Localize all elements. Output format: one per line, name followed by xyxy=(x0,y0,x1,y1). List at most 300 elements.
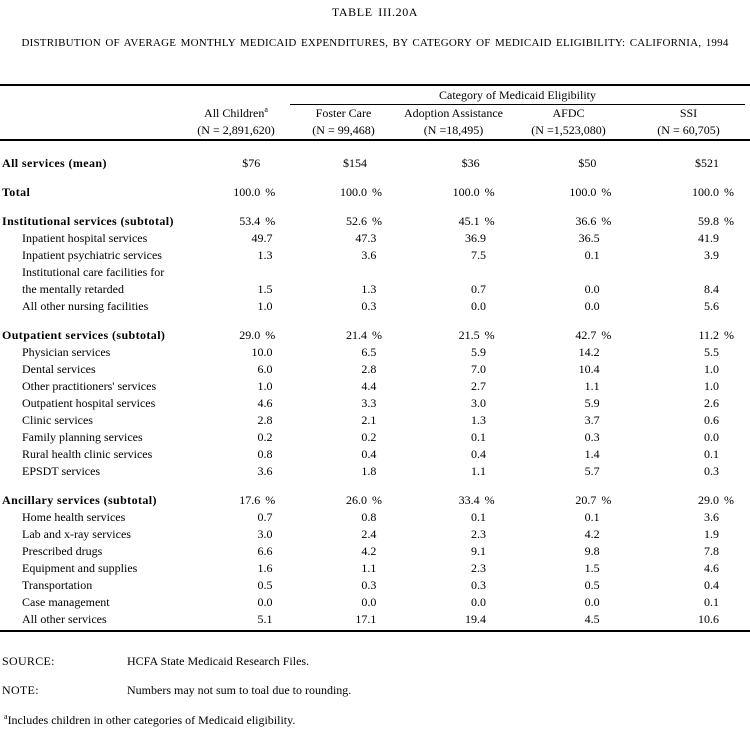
value-cell xyxy=(631,412,750,429)
value-cell xyxy=(631,264,750,281)
value-cell xyxy=(303,264,407,281)
cell-percent-sign xyxy=(719,543,750,560)
value-cell xyxy=(407,560,517,577)
value-cell xyxy=(627,213,750,230)
cell-percent-sign: % xyxy=(371,214,382,228)
cell-percent-sign xyxy=(272,298,303,315)
cell-percent-sign xyxy=(600,594,631,611)
value-cell xyxy=(407,281,517,298)
cell-percent-sign xyxy=(486,264,517,281)
cell-number: 7.5 xyxy=(471,248,487,262)
value-cell xyxy=(517,446,631,463)
cell-percent-sign xyxy=(719,509,750,526)
value-cell xyxy=(398,492,511,509)
cell-number: 19.4 xyxy=(465,612,487,626)
cell-number: 2.3 xyxy=(471,561,487,575)
value-cell xyxy=(199,378,304,395)
cell-number: 3.3 xyxy=(361,396,377,410)
column-header-row xyxy=(0,105,750,122)
value-cell xyxy=(303,281,407,298)
cell-percent-sign xyxy=(719,247,750,264)
value-cell xyxy=(511,213,628,230)
cell-percent-sign: % xyxy=(371,185,382,199)
data-table xyxy=(0,84,750,632)
row-label: Outpatient services (subtotal) xyxy=(2,328,166,342)
cell-percent-sign xyxy=(376,395,407,412)
value-cell xyxy=(517,543,631,560)
cell-number: 8.4 xyxy=(703,282,719,296)
cell-percent-sign: % xyxy=(484,493,495,507)
value-cell xyxy=(303,463,407,480)
cell-percent-sign xyxy=(600,543,631,560)
value-cell xyxy=(303,560,407,577)
value-cell xyxy=(407,247,517,264)
table-row xyxy=(0,395,750,412)
value-cell xyxy=(199,281,304,298)
column-n-row xyxy=(0,122,750,139)
cell-percent-sign xyxy=(486,247,517,264)
cell-number xyxy=(517,264,600,281)
cell-number: 36.9 xyxy=(465,231,487,245)
cell-number: 3.6 xyxy=(257,464,273,478)
value-cell xyxy=(631,594,750,611)
cell-number: 100.0 xyxy=(339,185,367,199)
cell-number: 1.1 xyxy=(361,561,377,575)
cell-number: 0.0 xyxy=(471,299,487,313)
value-cell xyxy=(199,298,304,315)
source-text: HCFA State Medicaid Research Files. xyxy=(127,654,310,668)
cell-percent-sign: % xyxy=(601,493,612,507)
value-cell xyxy=(199,509,304,526)
cell-percent-sign xyxy=(376,611,407,628)
row-label: EPSDT services xyxy=(22,464,101,478)
cell-percent-sign xyxy=(486,594,517,611)
cell-number: 2.3 xyxy=(471,527,487,541)
cell-percent-sign xyxy=(376,509,407,526)
row-label: Inpatient hospital services xyxy=(22,231,148,245)
note-text: Numbers may not sum to toal due to rounding. xyxy=(127,683,352,697)
cell-percent-sign xyxy=(376,230,407,247)
cell-percent-sign xyxy=(719,395,750,412)
cell-percent-sign xyxy=(600,463,631,480)
cell-number: 59.8 xyxy=(698,214,720,228)
cell-number: 4.2 xyxy=(361,544,377,558)
column-n-ssi: (N = 60,705) xyxy=(657,123,720,137)
cell-number: 4.5 xyxy=(584,612,600,626)
row-label: Family planning services xyxy=(22,430,143,444)
cell-number: 42.7 xyxy=(575,328,597,342)
value-cell xyxy=(517,378,631,395)
table-row xyxy=(0,247,750,264)
value-cell xyxy=(627,184,750,201)
table-header xyxy=(0,86,750,141)
column-n-adoption-assistance: (N =18,495) xyxy=(423,123,484,137)
value-cell xyxy=(303,446,407,463)
column-header-label: All Children xyxy=(204,106,265,120)
value-cell xyxy=(199,526,304,543)
cell-number: 6.5 xyxy=(361,345,377,359)
cell-percent-sign xyxy=(260,155,291,172)
column-header-all-children xyxy=(182,105,290,122)
cell-percent-sign xyxy=(486,611,517,628)
value-cell xyxy=(398,155,511,172)
cell-number: 0.3 xyxy=(471,578,487,592)
footnote-marker: a xyxy=(264,105,268,114)
cell-number: 3.6 xyxy=(361,248,377,262)
row-label: Outpatient hospital services xyxy=(22,396,156,410)
cell-percent-sign xyxy=(600,361,631,378)
value-cell xyxy=(398,213,511,230)
cell-percent-sign xyxy=(272,395,303,412)
value-cell xyxy=(291,213,398,230)
cell-percent-sign xyxy=(600,395,631,412)
cell-percent-sign xyxy=(272,281,303,298)
cell-number: 1.0 xyxy=(703,362,719,376)
value-cell xyxy=(199,412,304,429)
value-cell xyxy=(631,463,750,480)
value-cell xyxy=(407,577,517,594)
row-label: Institutional services (subtotal) xyxy=(2,214,174,228)
cell-number: 52.6 xyxy=(345,214,367,228)
cell-number: 0.1 xyxy=(584,248,600,262)
cell-percent-sign xyxy=(376,446,407,463)
value-cell xyxy=(291,155,398,172)
value-cell xyxy=(407,298,517,315)
value-cell xyxy=(303,543,407,560)
cell-percent-sign xyxy=(376,526,407,543)
value-cell xyxy=(199,395,304,412)
value-cell xyxy=(199,230,304,247)
value-cell xyxy=(631,344,750,361)
cell-number: 0.1 xyxy=(584,510,600,524)
value-cell xyxy=(303,230,407,247)
table-row xyxy=(0,594,750,611)
note-label: NOTE: xyxy=(2,683,39,697)
cell-percent-sign xyxy=(272,594,303,611)
value-cell xyxy=(631,395,750,412)
cell-number: 5.5 xyxy=(703,345,719,359)
cell-percent-sign xyxy=(600,298,631,315)
cell-number: 0.0 xyxy=(584,282,600,296)
cell-number: 0.0 xyxy=(703,430,719,444)
table-row xyxy=(0,378,750,395)
value-cell xyxy=(398,327,511,344)
cell-number: 41.9 xyxy=(697,231,719,245)
value-cell xyxy=(407,463,517,480)
cell-number: 20.7 xyxy=(575,493,597,507)
cell-percent-sign xyxy=(272,560,303,577)
value-cell xyxy=(407,543,517,560)
cell-percent-sign xyxy=(376,247,407,264)
cell-number xyxy=(303,264,376,281)
cell-number: 1.3 xyxy=(471,413,487,427)
row-label: Inpatient psychiatric services xyxy=(22,248,162,262)
value-cell xyxy=(199,247,304,264)
cell-percent-sign xyxy=(600,526,631,543)
cell-percent-sign xyxy=(719,594,750,611)
cell-percent-sign xyxy=(600,378,631,395)
value-cell xyxy=(517,264,631,281)
cell-number: 0.3 xyxy=(703,464,719,478)
cell-percent-sign xyxy=(272,264,303,281)
column-header-afdc: AFDC xyxy=(552,106,585,120)
cell-number: 3.0 xyxy=(257,527,273,541)
cell-percent-sign xyxy=(376,378,407,395)
cell-percent-sign xyxy=(600,281,631,298)
source-label: SOURCE: xyxy=(2,654,55,668)
cell-percent-sign xyxy=(600,446,631,463)
value-cell xyxy=(303,611,407,628)
cell-number: 5.1 xyxy=(257,612,273,626)
value-cell xyxy=(199,429,304,446)
cell-number: 29.0 xyxy=(698,493,720,507)
value-cell xyxy=(407,230,517,247)
cell-number: 10.6 xyxy=(697,612,719,626)
row-label: Total xyxy=(2,185,31,199)
cell-percent-sign xyxy=(719,361,750,378)
value-cell xyxy=(303,509,407,526)
cell-percent-sign xyxy=(486,344,517,361)
cell-percent-sign xyxy=(486,526,517,543)
value-cell xyxy=(631,577,750,594)
cell-number: $50 xyxy=(578,156,597,170)
span-header-row xyxy=(0,86,750,105)
value-cell xyxy=(517,594,631,611)
value-cell xyxy=(184,327,292,344)
value-cell xyxy=(184,155,292,172)
table-row xyxy=(0,526,750,543)
table-row xyxy=(0,281,750,298)
value-cell xyxy=(517,298,631,315)
value-cell xyxy=(199,344,304,361)
row-label: All other services xyxy=(22,612,107,626)
value-cell xyxy=(517,577,631,594)
page-subtitle: DISTRIBUTION OF AVERAGE MONTHLY MEDICAID EXPENDITURES, BY CATEGORY OF MEDICAID ELIGIBILITY: CALIFORNIA, 1994 xyxy=(21,37,729,49)
cell-percent-sign xyxy=(719,429,750,446)
cell-percent-sign: % xyxy=(724,328,735,342)
cell-number xyxy=(407,264,486,281)
cell-number: 1.5 xyxy=(584,561,600,575)
value-cell xyxy=(199,577,304,594)
cell-percent-sign xyxy=(719,560,750,577)
value-cell xyxy=(517,281,631,298)
cell-number: $36 xyxy=(461,156,480,170)
cell-number: 1.1 xyxy=(584,379,600,393)
value-cell xyxy=(627,155,750,172)
cell-percent-sign xyxy=(600,412,631,429)
cell-number: $154 xyxy=(342,156,367,170)
table-row xyxy=(0,213,750,230)
table-row xyxy=(0,264,750,281)
cell-percent-sign xyxy=(486,560,517,577)
value-cell xyxy=(407,594,517,611)
cell-percent-sign xyxy=(719,463,750,480)
cell-number xyxy=(631,264,719,281)
cell-percent-sign: % xyxy=(601,214,612,228)
row-label: All other nursing facilities xyxy=(22,299,149,313)
cell-percent-sign xyxy=(600,560,631,577)
value-cell xyxy=(199,463,304,480)
cell-percent-sign xyxy=(719,155,750,172)
cell-percent-sign xyxy=(719,344,750,361)
cell-percent-sign xyxy=(486,577,517,594)
cell-percent-sign xyxy=(600,247,631,264)
value-cell xyxy=(303,361,407,378)
value-cell xyxy=(631,298,750,315)
row-label: Physician services xyxy=(22,345,111,359)
row-label: All services (mean) xyxy=(2,156,107,170)
cell-number: 0.1 xyxy=(471,430,487,444)
value-cell xyxy=(303,526,407,543)
value-cell xyxy=(511,184,628,201)
span-header-spacer xyxy=(0,86,290,105)
cell-number: 45.1 xyxy=(458,214,480,228)
cell-percent-sign xyxy=(376,463,407,480)
value-cell xyxy=(199,594,304,611)
row-label: the mentally retarded xyxy=(22,282,124,296)
value-cell xyxy=(631,543,750,560)
value-cell xyxy=(291,492,398,509)
cell-number: 0.1 xyxy=(471,510,487,524)
cell-percent-sign xyxy=(486,395,517,412)
column-n-all-children: (N = 2,891,620) xyxy=(197,123,275,137)
cell-percent-sign xyxy=(600,230,631,247)
row-label: Rural health clinic services xyxy=(22,447,153,461)
column-n-foster-care: (N = 99,468) xyxy=(312,123,375,137)
value-cell xyxy=(517,509,631,526)
cell-number: 10.4 xyxy=(578,362,600,376)
cell-number: 36.5 xyxy=(578,231,600,245)
cell-percent-sign xyxy=(376,577,407,594)
note-line xyxy=(0,683,750,697)
cell-percent-sign xyxy=(376,543,407,560)
value-cell xyxy=(407,378,517,395)
cell-number: 3.7 xyxy=(584,413,600,427)
cell-number: 53.4 xyxy=(239,214,261,228)
table-row xyxy=(0,429,750,446)
value-cell xyxy=(407,611,517,628)
value-cell xyxy=(303,247,407,264)
cell-percent-sign xyxy=(719,412,750,429)
row-label: Case management xyxy=(22,595,110,609)
cell-percent-sign xyxy=(596,155,627,172)
cell-number: 1.9 xyxy=(703,527,719,541)
cell-percent-sign xyxy=(486,509,517,526)
cell-number: 4.2 xyxy=(584,527,600,541)
cell-number: 1.4 xyxy=(584,447,600,461)
cell-number: 6.6 xyxy=(257,544,273,558)
value-cell xyxy=(199,560,304,577)
cell-number: 5.7 xyxy=(584,464,600,478)
cell-number: 0.3 xyxy=(361,578,377,592)
cell-number: 17.6 xyxy=(239,493,261,507)
cell-number: 3.6 xyxy=(703,510,719,524)
table-row xyxy=(0,560,750,577)
footnote-text: Includes children in other categories of Medicaid eligibility. xyxy=(7,713,296,727)
cell-percent-sign xyxy=(272,577,303,594)
cell-number: 0.0 xyxy=(471,595,487,609)
footnote-line xyxy=(0,713,750,727)
cell-number: 1.1 xyxy=(471,464,487,478)
cell-percent-sign xyxy=(376,429,407,446)
cell-number: 0.7 xyxy=(257,510,273,524)
value-cell xyxy=(407,526,517,543)
cell-number: 0.2 xyxy=(361,430,377,444)
cell-percent-sign: % xyxy=(371,493,382,507)
cell-percent-sign xyxy=(486,543,517,560)
value-cell xyxy=(303,577,407,594)
value-cell xyxy=(517,526,631,543)
value-cell xyxy=(184,492,292,509)
cell-number: 2.1 xyxy=(361,413,377,427)
cell-number: 9.8 xyxy=(584,544,600,558)
value-cell xyxy=(184,213,292,230)
value-cell xyxy=(517,412,631,429)
cell-percent-sign xyxy=(600,509,631,526)
value-cell xyxy=(517,429,631,446)
value-cell xyxy=(199,264,304,281)
cell-number: 0.8 xyxy=(361,510,377,524)
cell-percent-sign xyxy=(376,264,407,281)
value-cell xyxy=(407,446,517,463)
value-cell xyxy=(631,526,750,543)
cell-percent-sign xyxy=(486,361,517,378)
cell-percent-sign xyxy=(719,298,750,315)
cell-percent-sign: % xyxy=(265,493,276,507)
value-cell xyxy=(517,560,631,577)
cell-number: 100.0 xyxy=(569,185,597,199)
value-cell xyxy=(407,344,517,361)
value-cell xyxy=(631,611,750,628)
table-row xyxy=(0,327,750,344)
cell-percent-sign: % xyxy=(371,328,382,342)
cell-percent-sign xyxy=(600,577,631,594)
row-label: Transportation xyxy=(22,578,93,592)
value-cell xyxy=(199,543,304,560)
cell-number: $76 xyxy=(242,156,261,170)
cell-number: 2.8 xyxy=(257,413,273,427)
value-cell xyxy=(199,446,304,463)
value-cell xyxy=(517,344,631,361)
column-n-afdc: (N =1,523,080) xyxy=(531,123,606,137)
value-cell xyxy=(517,463,631,480)
cell-number: 0.1 xyxy=(703,595,719,609)
cell-number: $521 xyxy=(695,156,720,170)
cell-percent-sign xyxy=(272,611,303,628)
cell-percent-sign xyxy=(719,526,750,543)
row-label: Dental services xyxy=(22,362,96,376)
cell-number: 7.0 xyxy=(471,362,487,376)
cell-number: 1.8 xyxy=(361,464,377,478)
cell-number: 1.3 xyxy=(361,282,377,296)
table-row xyxy=(0,361,750,378)
cell-percent-sign xyxy=(376,281,407,298)
table-body xyxy=(0,141,750,632)
row-label: Equipment and supplies xyxy=(22,561,138,575)
cell-number: 0.0 xyxy=(361,595,377,609)
value-cell xyxy=(517,230,631,247)
value-cell xyxy=(631,361,750,378)
cell-number: 0.4 xyxy=(361,447,377,461)
cell-number: 1.3 xyxy=(257,248,273,262)
cell-percent-sign xyxy=(376,560,407,577)
value-cell xyxy=(511,327,628,344)
value-cell xyxy=(407,509,517,526)
cell-number: 4.4 xyxy=(361,379,377,393)
cell-percent-sign xyxy=(486,378,517,395)
row-label: Home health services xyxy=(22,510,126,524)
cell-number: 49.7 xyxy=(251,231,273,245)
